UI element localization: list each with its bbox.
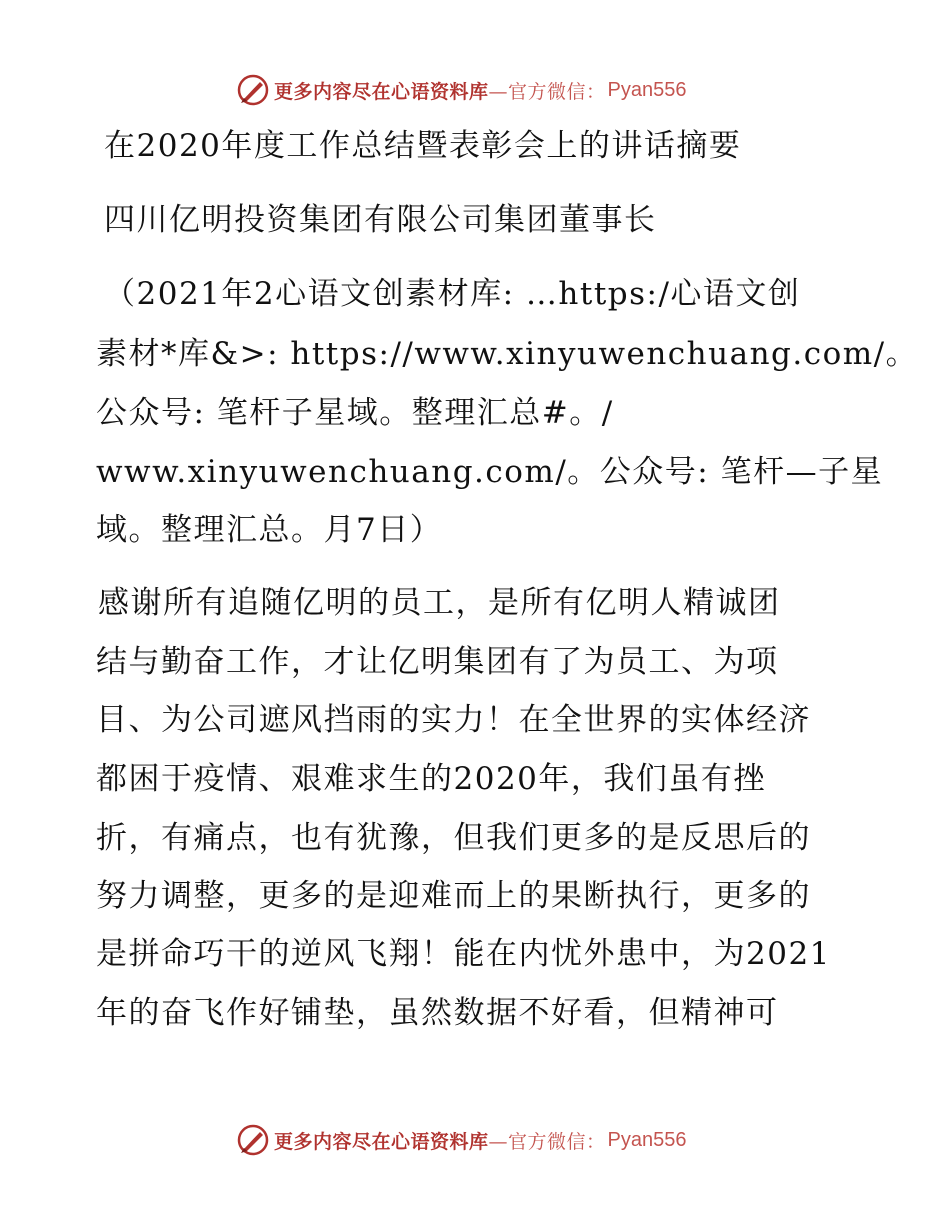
body-line: 感谢所有追随亿明的员工，是所有亿明人精诚团 [98, 585, 781, 621]
header-banner [236, 72, 687, 108]
note-line: 域。整理汇总。月7日） [96, 512, 443, 548]
body-line: 都困于疫情、艰难求生的2020年，我们虽有挫 [96, 761, 766, 797]
body-line: 努力调整，更多的是迎难而上的果断执行，更多的 [96, 878, 811, 914]
banner-wechat-handle: Pyan556 [607, 1128, 687, 1151]
banner-text: 更多内容尽在心语资料库—官方微信： [274, 80, 606, 103]
pen-logo-icon [236, 1123, 270, 1157]
footer-banner [236, 1122, 687, 1158]
document-title: 在2020年度工作总结暨表彰会上的讲话摘要 [104, 128, 742, 164]
note-line: www.xinyuwenchuang.com/。公众号: 笔杆—子星 [96, 454, 884, 490]
note-line: 素材*库&>: https://www.xinyuwenchuang.com/。 [96, 336, 919, 372]
pen-logo-icon [236, 73, 270, 107]
document-subtitle: 四川亿明投资集团有限公司集团董事长 [104, 202, 657, 238]
body-line: 年的奋飞作好铺垫，虽然数据不好看，但精神可 [96, 995, 779, 1031]
body-line: 折，有痛点，也有犹豫，但我们更多的是反思后的 [96, 820, 811, 856]
body-line: 是拼命巧干的逆风飞翔！能在内忧外患中，为2021 [96, 936, 831, 972]
body-line: 结与勤奋工作，才让亿明集团有了为员工、为项 [96, 644, 779, 680]
body-line: 目、为公司遮风挡雨的实力！在全世界的实体经济 [96, 702, 811, 738]
banner-text: 更多内容尽在心语资料库—官方微信： [274, 1130, 606, 1153]
note-line: （2021年2心语文创素材库: …https:/心语文创 [104, 276, 801, 312]
banner-wechat-handle: Pyan556 [607, 78, 687, 101]
note-line: 公众号: 笔杆子星域。整理汇总#。/ [96, 395, 614, 431]
